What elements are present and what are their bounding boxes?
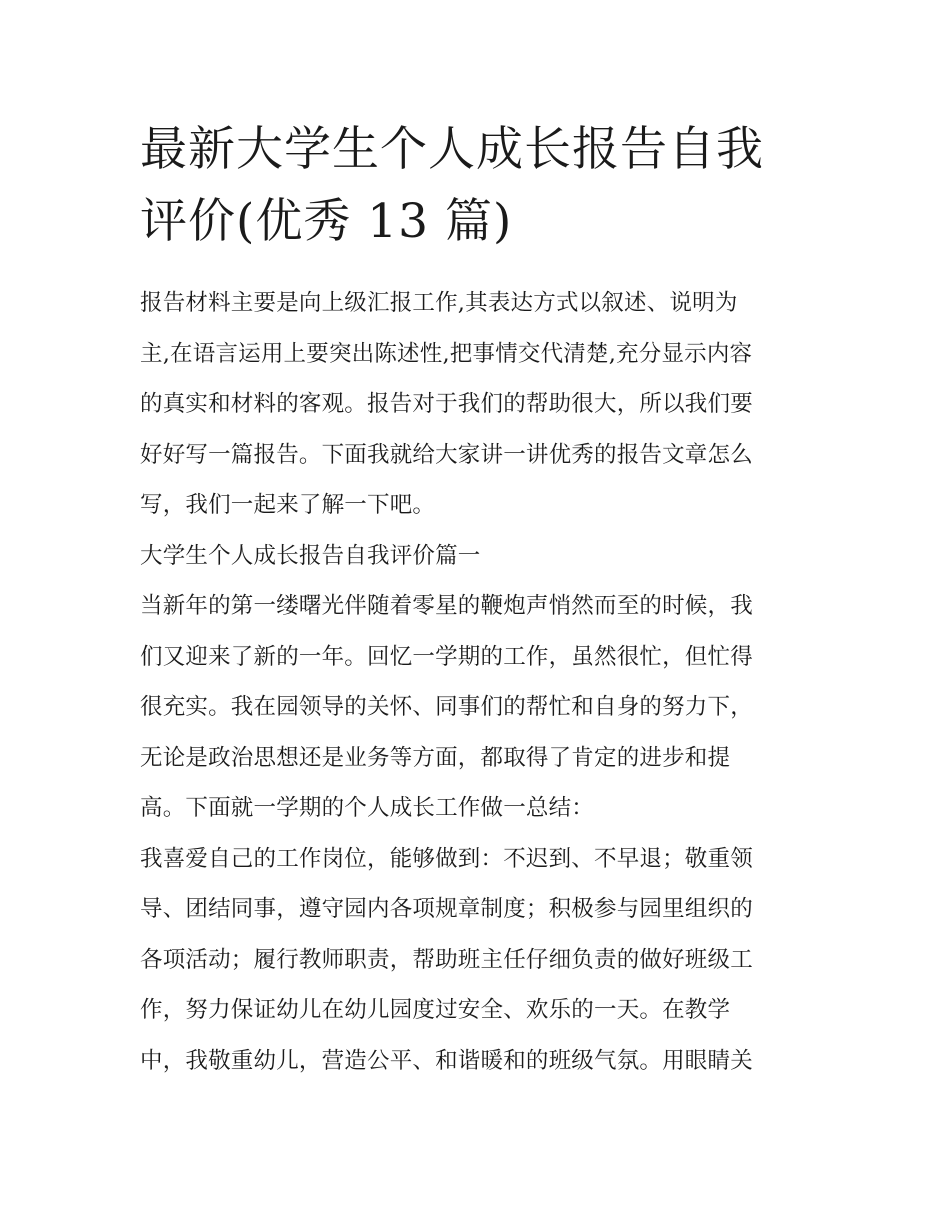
text-line: 的真实和材料的客观。报告对于我们的帮助很大，所以我们要 <box>140 391 753 417</box>
document-body <box>140 278 820 1086</box>
text-line: 好好写一篇报告。下面我就给大家讲一讲优秀的报告文章怎么 <box>140 441 753 468</box>
text-line: 各项活动；履行教师职责，帮助班主任仔细负责的做好班级工 <box>140 946 753 973</box>
text-line: 当新年的第一缕曙光伴随着零星的鞭炮声悄然而至的时候，我 <box>140 593 753 619</box>
document-title <box>140 114 820 258</box>
text-line: 我喜爱自己的工作岗位，能够做到：不迟到、不早退；敬重领 <box>140 845 753 872</box>
section-heading-text: 大学生个人成长报告自我评价篇一 <box>140 542 481 569</box>
text-line: 导、团结同事，遵守园内各项规章制度；积极参与园里组织的 <box>140 896 753 922</box>
text-line: 高。下面就一学期的个人成长工作做一总结： <box>140 795 595 821</box>
section-heading <box>140 531 820 582</box>
text-line: 写，我们一起来了解一下吧。 <box>140 492 436 518</box>
text-line: 作，努力保证幼儿在幼儿园度过安全、欢乐的一天。在教学 <box>140 997 731 1023</box>
text-line: 主,在语言运用上要突出陈述性,把事情交代清楚,充分显示内容 <box>140 340 753 367</box>
text-line: 报告材料主要是向上级汇报工作,其表达方式以叙述、说明为 <box>140 290 738 316</box>
text-line: 中，我敬重幼儿，营造公平、和谐暖和的班级气氛。用眼睛关 <box>140 1047 753 1074</box>
title-line: 评价(优秀 13 篇) <box>140 194 513 249</box>
body-paragraph <box>140 581 820 834</box>
body-paragraph <box>140 834 820 1087</box>
text-line: 无论是政治思想还是业务等方面，都取得了肯定的进步和提 <box>140 744 731 771</box>
title-line: 最新大学生个人成长报告自我 <box>140 122 764 177</box>
intro-paragraph <box>140 278 820 531</box>
text-line: 很充实。我在园领导的关怀、同事们的帮忙和自身的努力下， <box>140 694 753 720</box>
text-line: 们又迎来了新的一年。回忆一学期的工作，虽然很忙，但忙得 <box>140 643 753 670</box>
